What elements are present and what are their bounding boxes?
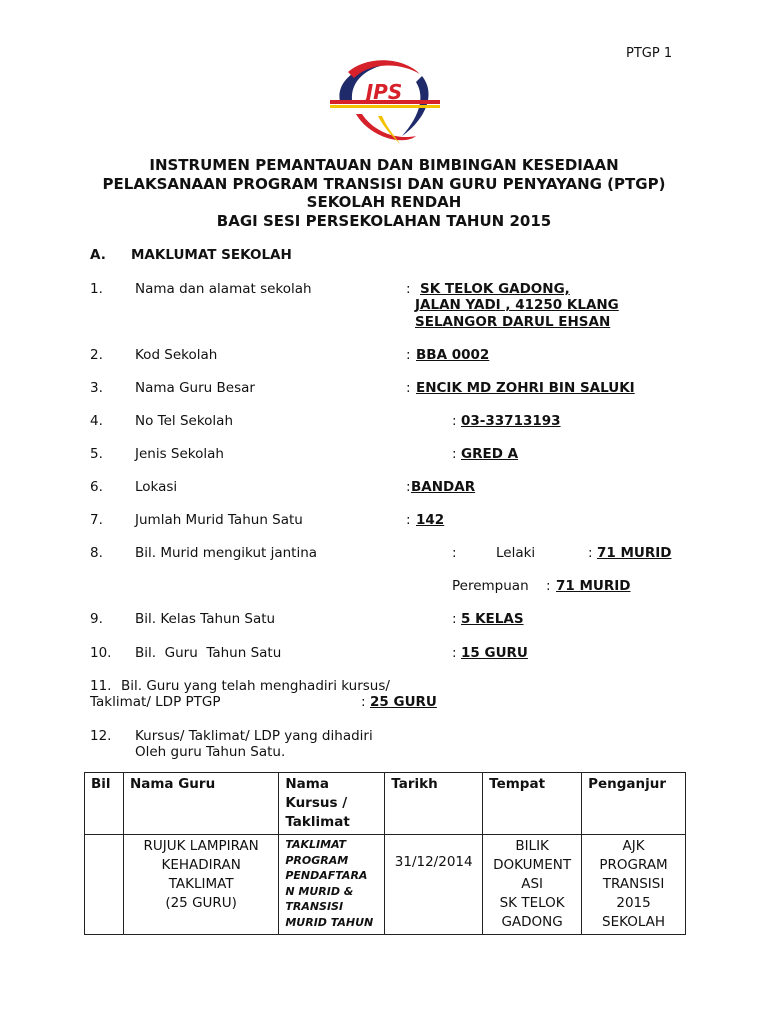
cell-nama-guru	[123, 835, 278, 935]
item-9-label: Bil. Kelas Tahun Satu	[135, 611, 276, 627]
item-2-value: BBA 0002	[416, 347, 490, 363]
item-10-number: 10.	[90, 645, 112, 661]
header-penganjur: Penganjur	[582, 773, 686, 835]
item-8-label: Bil. Murid mengikut jantina	[135, 545, 318, 561]
item-1-value-line-2: JALAN YADI , 41250 KLANG	[415, 297, 619, 313]
table-header-row	[85, 773, 686, 835]
item-5-label: Jenis Sekolah	[135, 446, 224, 462]
page-ref: PTGP 1	[626, 46, 673, 61]
item-11-number: 11.	[90, 678, 112, 694]
item-8-female-colon: :	[546, 578, 551, 594]
table-row	[85, 835, 686, 935]
cell-kursus	[279, 835, 385, 935]
item-7-colon: :	[406, 512, 411, 528]
cell-tempat-line: BILIK	[515, 838, 549, 854]
item-1-number: 1.	[90, 281, 103, 297]
item-6-value: BANDAR	[411, 479, 476, 495]
cell-nama-guru-line: RUJUK LAMPIRAN	[143, 838, 259, 854]
cell-tempat-line: GADONG	[501, 914, 563, 930]
cell-tempat	[483, 835, 582, 935]
item-4-value: 03-33713193	[461, 413, 561, 429]
cell-penganjur	[582, 835, 686, 935]
item-12-label-line-1: Kursus/ Taklimat/ LDP yang dihadiri	[135, 728, 373, 744]
item-10-value: 15 GURU	[461, 645, 528, 661]
cell-penganjur-line: TRANSISI	[602, 876, 665, 892]
item-5-colon: :	[452, 446, 457, 462]
header-tarikh: Tarikh	[385, 773, 483, 835]
item-7-label: Jumlah Murid Tahun Satu	[135, 512, 303, 528]
section-letter: A.	[90, 247, 106, 263]
cell-kursus-line: MURID TAHUN	[285, 915, 374, 929]
item-8-number: 8.	[90, 545, 103, 561]
jps-logo	[326, 56, 444, 146]
section-heading: MAKLUMAT SEKOLAH	[131, 247, 292, 263]
header-bil: Bil	[85, 773, 124, 835]
item-1-value-line-3: SELANGOR DARUL EHSAN	[415, 314, 611, 330]
item-10-label: Bil. Guru Tahun Satu	[135, 645, 282, 661]
item-8-male-value: 71 MURID	[597, 545, 672, 561]
header-tempat: Tempat	[483, 773, 582, 835]
header-nama-guru: Nama Guru	[123, 773, 278, 835]
cell-bil	[85, 835, 124, 935]
item-2-colon: :	[406, 347, 411, 363]
item-1-value-line-1: SK TELOK GADONG,	[420, 281, 570, 297]
cell-kursus-line: TAKLIMAT	[285, 838, 347, 851]
item-6-label: Lokasi	[135, 479, 178, 495]
item-9-value: 5 KELAS	[461, 611, 524, 627]
item-2-number: 2.	[90, 347, 103, 363]
item-12-label-line-2: Oleh guru Tahun Satu.	[135, 744, 286, 760]
item-8-male-colon: :	[588, 545, 593, 561]
cell-kursus-line: PENDAFTARA	[285, 869, 368, 882]
cell-penganjur-line: SEKOLAH	[602, 914, 666, 930]
item-8-female-value: 71 MURID	[556, 578, 631, 594]
title-line-1: INSTRUMEN PEMANTAUAN DAN BIMBINGAN KESEDIAAN	[149, 156, 619, 174]
cell-tarikh	[385, 835, 483, 935]
item-3-label: Nama Guru Besar	[135, 380, 255, 396]
item-6-number: 6.	[90, 479, 103, 495]
item-12-number: 12.	[90, 728, 112, 744]
cell-penganjur-line: PROGRAM	[599, 857, 668, 873]
cell-kursus-line: PROGRAM	[285, 853, 349, 867]
item-3-value: ENCIK MD ZOHRI BIN SALUKI	[416, 380, 635, 396]
item-4-number: 4.	[90, 413, 103, 429]
item-5-value: GRED A	[461, 446, 519, 462]
header-nama-kursus: Nama Kursus / Taklimat	[279, 773, 385, 835]
cell-tempat-line: ASI	[521, 876, 544, 892]
cell-tarikh-value: 31/12/2014	[394, 854, 473, 870]
cell-nama-guru-line: KEHADIRAN	[161, 857, 241, 873]
item-11-colon: :	[361, 694, 366, 710]
item-9-colon: :	[452, 611, 457, 627]
item-1-label: Nama dan alamat sekolah	[135, 281, 312, 297]
title-line-4: BAGI SESI PERSEKOLAHAN TAHUN 2015	[216, 212, 552, 230]
logo-text: JPS	[365, 80, 403, 104]
cell-penganjur-line: AJK	[622, 838, 645, 854]
cell-kursus-line: N MURID &	[285, 884, 354, 898]
item-4-colon: :	[452, 413, 457, 429]
cell-tempat-line: SK TELOK	[499, 895, 565, 911]
item-8-colon: :	[452, 545, 457, 561]
cell-nama-guru-line: TAKLIMAT	[168, 876, 234, 892]
item-11-value: 25 GURU	[370, 694, 437, 710]
item-7-number: 7.	[90, 512, 103, 528]
item-8-male-label: Lelaki	[496, 545, 536, 561]
cell-penganjur-line: 2015	[616, 895, 651, 911]
jps-logo-icon	[326, 56, 444, 146]
title-line-2: PELAKSANAAN PROGRAM TRANSISI DAN GURU PENYAYANG (PTGP)	[102, 175, 666, 193]
course-table	[84, 772, 686, 935]
item-11-label-line-2: Taklimat/ LDP PTGP	[90, 694, 221, 710]
item-3-number: 3.	[90, 380, 103, 396]
item-4-label: No Tel Sekolah	[135, 413, 234, 429]
item-10-colon: :	[452, 645, 457, 661]
item-11-label-line-1: Bil. Guru yang telah menghadiri kursus/	[121, 678, 390, 694]
item-9-number: 9.	[90, 611, 103, 627]
item-2-label: Kod Sekolah	[135, 347, 218, 363]
item-5-number: 5.	[90, 446, 103, 462]
item-7-value: 142	[416, 512, 445, 528]
cell-tempat-line: DOKUMENT	[493, 857, 572, 873]
cell-nama-guru-line: (25 GURU)	[165, 895, 237, 911]
item-6-colon: :	[406, 479, 411, 495]
item-1-colon: :	[406, 281, 411, 297]
item-3-colon: :	[406, 380, 411, 396]
cell-kursus-line: TRANSISI	[285, 900, 344, 913]
item-8-female-label: Perempuan	[452, 578, 529, 594]
title-line-3: SEKOLAH RENDAH	[306, 193, 462, 211]
